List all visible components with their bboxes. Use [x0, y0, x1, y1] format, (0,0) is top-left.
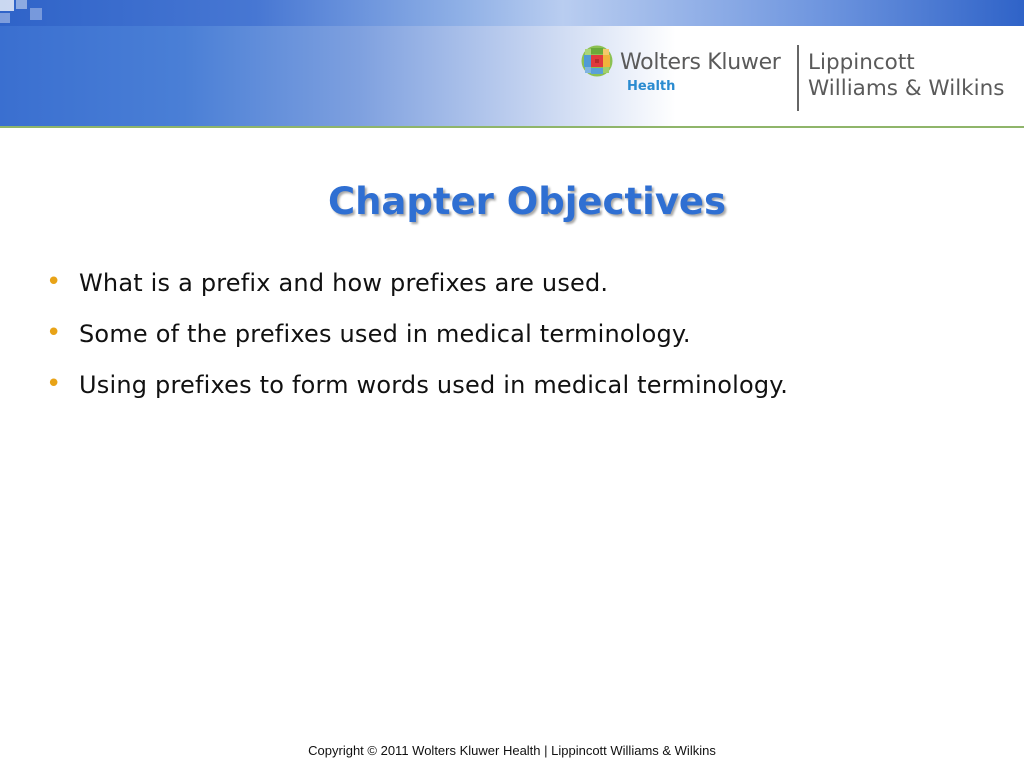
copyright-footer: Copyright © 2011 Wolters Kluwer Health | Lippincott Williams & Wilkins	[308, 743, 716, 758]
header-top-bar	[0, 0, 1024, 26]
logo-company-name: Wolters Kluwer	[620, 50, 781, 75]
bullet-icon: •	[46, 369, 62, 399]
bullet-text: Some of the prefixes used in medical terminology.	[79, 320, 691, 348]
logo-division: Health	[627, 79, 676, 94]
header-rule	[0, 126, 1024, 128]
wolters-kluwer-globe-icon	[581, 45, 613, 77]
logo-partner-line1: Lippincott	[808, 50, 915, 75]
slide-header-band	[0, 0, 1024, 127]
logo-divider	[797, 45, 799, 111]
logo-partner-name	[808, 50, 1004, 102]
logo-partner-line2: Williams & Wilkins	[808, 76, 1005, 101]
publisher-logo	[581, 44, 1021, 114]
decorative-squares	[0, 0, 60, 26]
bullet-icon: •	[46, 267, 62, 297]
bullet-icon: •	[46, 318, 62, 348]
bullet-text: What is a prefix and how prefixes are used.	[79, 269, 609, 297]
bullet-text: Using prefixes to form words used in medical terminology.	[79, 371, 789, 399]
slide-title: Chapter Objectives	[327, 180, 727, 223]
